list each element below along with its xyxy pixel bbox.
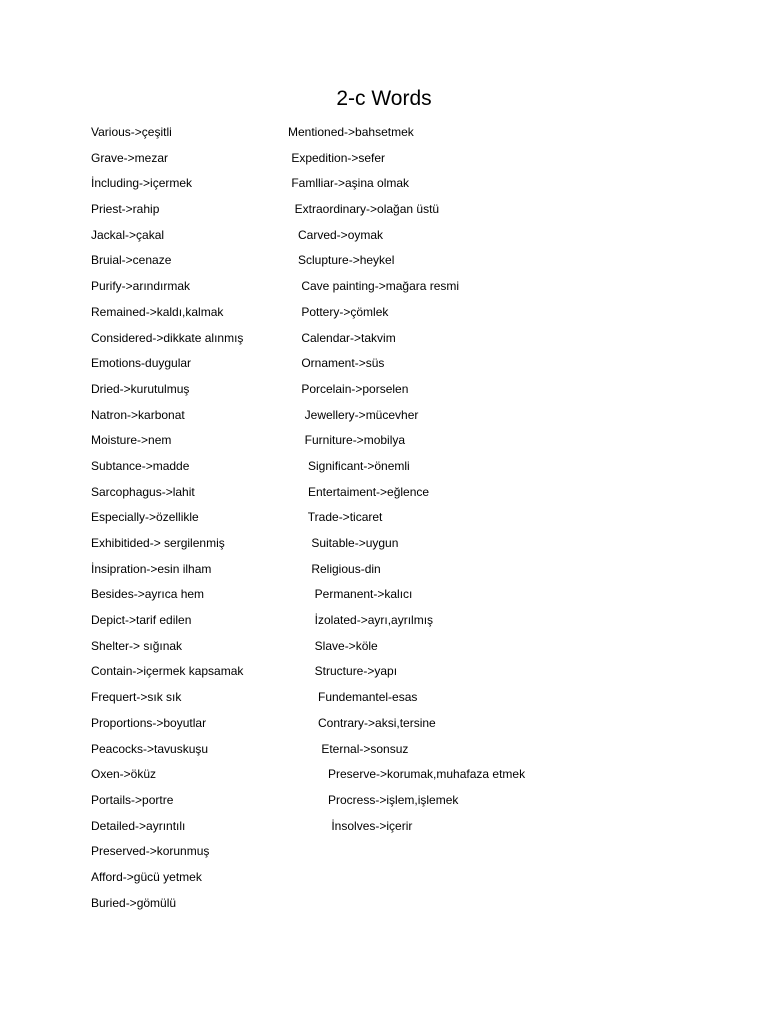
word-entry: Considered->dikkate alınmış bbox=[91, 330, 244, 345]
word-entry: Religious-din bbox=[288, 561, 381, 576]
word-entry: Afford->gücü yetmek bbox=[91, 869, 202, 884]
word-entry: Furniture->mobilya bbox=[288, 433, 406, 448]
word-entry: İncluding->içermek bbox=[91, 176, 193, 191]
word-entry: İnsipration->esin ilham bbox=[91, 561, 212, 576]
word-entry: Preserve->korumak,muhafaza etmek bbox=[288, 767, 526, 782]
word-entry: Trade->ticaret bbox=[288, 510, 383, 525]
word-entry: Permanent->kalıcı bbox=[288, 587, 413, 602]
word-entry: Priest->rahip bbox=[91, 202, 160, 217]
word-entry: Porcelain->porselen bbox=[288, 381, 409, 396]
word-entry: Peacocks->tavuskuşu bbox=[91, 741, 209, 756]
word-entry: Expedition->sefer bbox=[288, 150, 386, 165]
word-entry: Besides->ayrıca hem bbox=[91, 587, 205, 602]
word-entry: Natron->karbonat bbox=[91, 407, 185, 422]
word-entry: Preserved->korunmuş bbox=[91, 844, 210, 859]
word-entry: Shelter-> sığınak bbox=[91, 638, 183, 653]
word-entry: Remained->kaldı,kalmak bbox=[91, 304, 224, 319]
word-entry: İzolated->ayrı,ayrılmış bbox=[288, 613, 434, 628]
word-entry: Entertaiment->eğlence bbox=[288, 484, 430, 499]
word-entry: Frequert->sık sık bbox=[91, 690, 182, 705]
word-entry: Sclupture->heykel bbox=[288, 253, 395, 268]
word-entry: Eternal->sonsuz bbox=[288, 741, 409, 756]
word-entry: Portails->portre bbox=[91, 792, 174, 807]
right-word-column bbox=[288, 122, 525, 841]
left-word-column bbox=[91, 122, 243, 918]
word-entry: Sarcophagus->lahit bbox=[91, 484, 195, 499]
word-entry: Procress->işlem,işlemek bbox=[288, 792, 459, 807]
word-entry: Dried->kurutulmuş bbox=[91, 381, 190, 396]
word-entry: Proportions->boyutlar bbox=[91, 715, 207, 730]
page-title: 2-c Words bbox=[336, 87, 432, 110]
word-entry: Carved->oymak bbox=[288, 227, 384, 242]
word-entry: Jackal->çakal bbox=[91, 227, 165, 242]
word-entry: Extraordinary->olağan üstü bbox=[288, 202, 440, 217]
word-entry: Oxen->öküz bbox=[91, 767, 157, 782]
word-entry: Pottery->çömlek bbox=[288, 304, 389, 319]
word-entry: Fundemantel-esas bbox=[288, 690, 418, 705]
word-entry: Depict->tarif edilen bbox=[91, 613, 192, 628]
word-entry: İnsolves->içerir bbox=[288, 818, 413, 833]
word-entry: Bruial->cenaze bbox=[91, 253, 172, 268]
word-entry: Famlliar->aşina olmak bbox=[288, 176, 410, 191]
word-entry: Jewellery->mücevher bbox=[288, 407, 419, 422]
word-entry: Moisture->nem bbox=[91, 433, 172, 448]
word-entry: Grave->mezar bbox=[91, 150, 169, 165]
word-entry: Significant->önemli bbox=[288, 458, 410, 473]
word-entry: Calendar->takvim bbox=[288, 330, 396, 345]
word-entry: Mentioned->bahsetmek bbox=[288, 125, 414, 139]
word-entry: Structure->yapı bbox=[288, 664, 398, 679]
word-entry: Especially->özellikle bbox=[91, 510, 199, 525]
word-entry: Cave painting->mağara resmi bbox=[288, 279, 460, 294]
word-entry: Suitable->uygun bbox=[288, 536, 399, 550]
word-entry: Exhibitided-> sergilenmiş bbox=[91, 536, 225, 550]
word-entry: Contrary->aksi,tersine bbox=[288, 715, 436, 730]
word-entry: Buried->gömülü bbox=[91, 895, 177, 910]
word-entry: Ornament->süs bbox=[288, 356, 385, 371]
word-entry: Subtance->madde bbox=[91, 458, 190, 473]
word-entry: Various->çeşitli bbox=[91, 125, 172, 139]
word-entry: Emotions-duygular bbox=[91, 356, 192, 371]
word-entry: Slave->köle bbox=[288, 638, 378, 653]
word-entry: Purify->arındırmak bbox=[91, 279, 191, 294]
word-entry: Contain->içermek kapsamak bbox=[91, 664, 244, 679]
word-entry: Detailed->ayrıntılı bbox=[91, 818, 186, 833]
